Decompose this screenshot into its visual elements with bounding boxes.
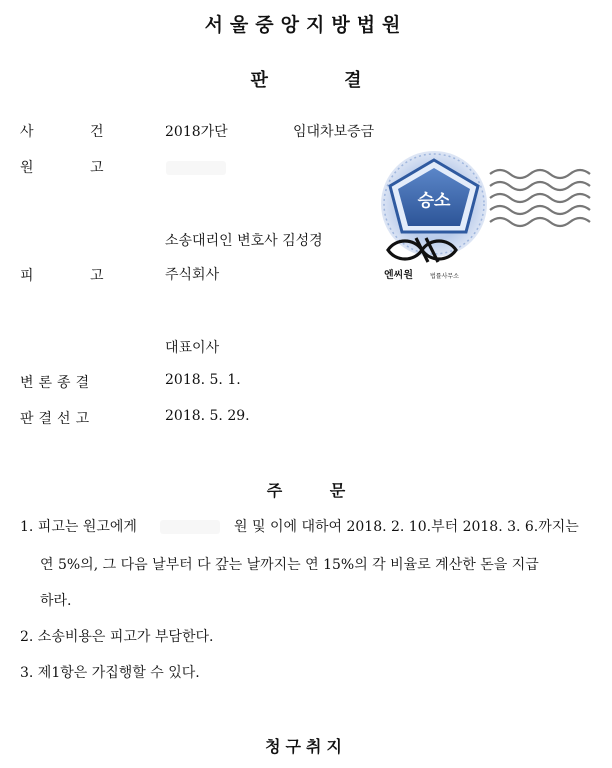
closing-label-text: 변론종결 bbox=[20, 375, 95, 391]
order-item2: 2. 소송비용은 피고가 부담한다. bbox=[20, 629, 214, 645]
plaintiff-label-text: 원 고 bbox=[20, 160, 104, 176]
case-number: 2018가단 bbox=[165, 124, 228, 140]
case-label bbox=[20, 121, 104, 141]
order-item1-line3: 하라. bbox=[40, 593, 72, 609]
order-item3: 3. 제1항은 가집행할 수 있다. bbox=[20, 665, 200, 681]
court-name: 서울중앙지방법원 bbox=[204, 14, 408, 36]
order-item1-line2: 연 5%의, 그 다음 날부터 다 갚는 날까지는 연 15%의 각 비율로 계산한 돈을 지급 bbox=[40, 557, 539, 573]
closing-date: 2018. 5. 1. bbox=[165, 372, 241, 388]
document-title: 판 결 bbox=[250, 70, 362, 91]
defendant-representative: 대표이사 bbox=[165, 340, 220, 356]
case-name: 임대차보증금 bbox=[293, 124, 375, 140]
redacted-amount bbox=[160, 519, 220, 533]
closing-label bbox=[20, 372, 94, 392]
order-heading: 주 문 bbox=[266, 481, 346, 500]
defendant-label bbox=[20, 265, 104, 285]
stamp-graphic bbox=[378, 146, 612, 286]
defendant-label-text: 피 고 bbox=[20, 268, 104, 284]
redacted-plaintiff bbox=[166, 160, 226, 174]
order-item1-start: 1. 피고는 원고에게 bbox=[20, 519, 137, 535]
order-item1-rest: 원 및 이에 대하여 2018. 2. 10.부터 2018. 3. 6.까지는 bbox=[234, 519, 579, 535]
law-firm-stamp bbox=[378, 146, 612, 286]
claim-heading: 청구취지 bbox=[265, 737, 347, 756]
ruling-label bbox=[20, 408, 94, 428]
stamp-badge-text: 승소 bbox=[417, 191, 451, 211]
defendant-name: 주식회사 bbox=[165, 267, 220, 283]
case-label-text: 사 건 bbox=[20, 124, 104, 140]
ruling-date: 2018. 5. 29. bbox=[165, 408, 250, 424]
firm-name: 엔씨원 bbox=[384, 270, 413, 281]
cancellation-lines-icon bbox=[490, 170, 590, 226]
firm-suffix: 법률사무소 bbox=[430, 273, 459, 280]
ruling-label-text: 판결선고 bbox=[20, 411, 95, 427]
plaintiff-label bbox=[20, 157, 104, 177]
plaintiff-counsel: 소송대리인 변호사 김성경 bbox=[165, 233, 323, 249]
